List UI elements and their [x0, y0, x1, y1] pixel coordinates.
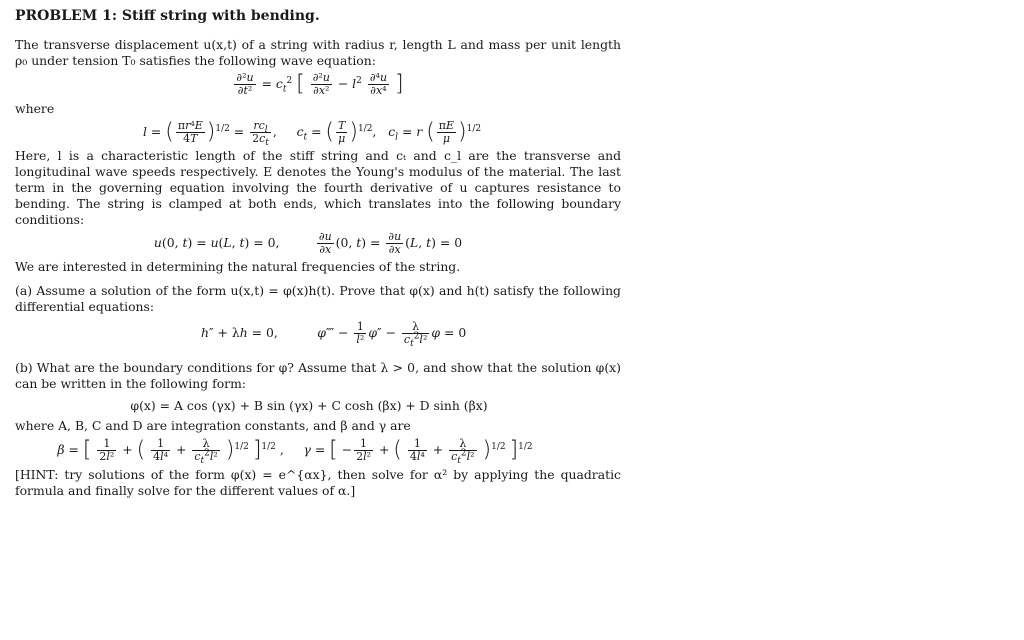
explanation-paragraph: Here, l is a characteristic length of the stiff string and cₜ and c_l are the transverse and longitudinal wave speeds respectively. E denotes the Young's modulus of the material. The last term in the governing equation involving the fourth derivative of u captures resistance to bending. The string is clamped at both ends, which translates into the following boundary conditions: [15, 148, 621, 227]
problem-title: PROBLEM 1: Stiff string with bending. [15, 8, 320, 24]
natural-frequencies-sentence: We are interested in determining the natural frequencies of the string. [15, 259, 461, 274]
hint-text: [HINT: try solutions of the form φ(x) = e^{αx}, then solve for α² by applying the quadratic formula and finally solve for the different values of α.] [15, 467, 621, 498]
where-label: where [15, 101, 55, 116]
boundary-conditions-equation: u(0, t) = u(L, t) = 0, $\frac{\partial u}{\partial x}$ (0, t) = $\frac{\partial u}{\partial x}$ (L, t) = 0 [153, 230, 463, 256]
constants-sentence: where A, B, C and D are integration constants, and β and γ are [15, 418, 411, 433]
wave-equation: $\frac{\text{∂²u}}{\text{∂t²}}$ = $c_t^2$ [ $\frac{\text{∂²u}}{\text{∂x²}}$ − $l^2$ $\frac{\text{∂⁴u}}{\text{∂x⁴}}$ ] [236, 71, 404, 97]
part-a-text: (a) Assume a solution of the form u(x,t) = φ(x)h(t). Prove that φ(x) and h(t) satisfy the following differential equations: [15, 283, 621, 314]
phi-solution-equation: φ(x) = A cos (γx) + B sin (γx) + C cosh (βx) + D sinh (βx) [130, 398, 488, 413]
separated-odes-equation: h″ + λh = 0, φ⁗ − $\frac{1}{\text{l²}}$ φ″ − $\frac{\lambda}{c_t^2l^2}$ φ = 0 [201, 320, 467, 350]
beta-gamma-equation: β = [ $\frac{1}{\text{2l²}}$ + ( $\frac{1}{\text{4l⁴}}$ + $\frac{\lambda}{c_t^2l^2}$ )$^{1/2}$ ]$^{1/2}$ , γ = [ − $\frac{1}{\text{2l²}}$ + ( $\frac{1}{\text{4l⁴}}$ + $\frac{\lambda}{c_t^2l^2}$ )$^{1/2}$ ]$^{1/2}$ [57, 437, 533, 467]
definitions-equation: l = ( $\frac{\text{πr⁴E}}{4T}$ )$^{1/2}$ = $\frac{rc_l}{2c_t}$ , $c_t$ = ( $\frac{T}{\mu}$ )$^{1/2}$, $c_l = r$ ( $\frac{\pi E}{\mu}$ )$^{1/2}$ [143, 119, 482, 149]
problem-document [15, 8, 621, 499]
intro-paragraph: The transverse displacement u(x,t) of a string with radius r, length L and mass per unit length ρ₀ under tension T₀ satisfies the following wave equation: [15, 37, 621, 68]
part-b-text: (b) What are the boundary conditions for φ? Assume that λ > 0, and show that the solution φ(x) can be written in the following form: [15, 360, 621, 391]
